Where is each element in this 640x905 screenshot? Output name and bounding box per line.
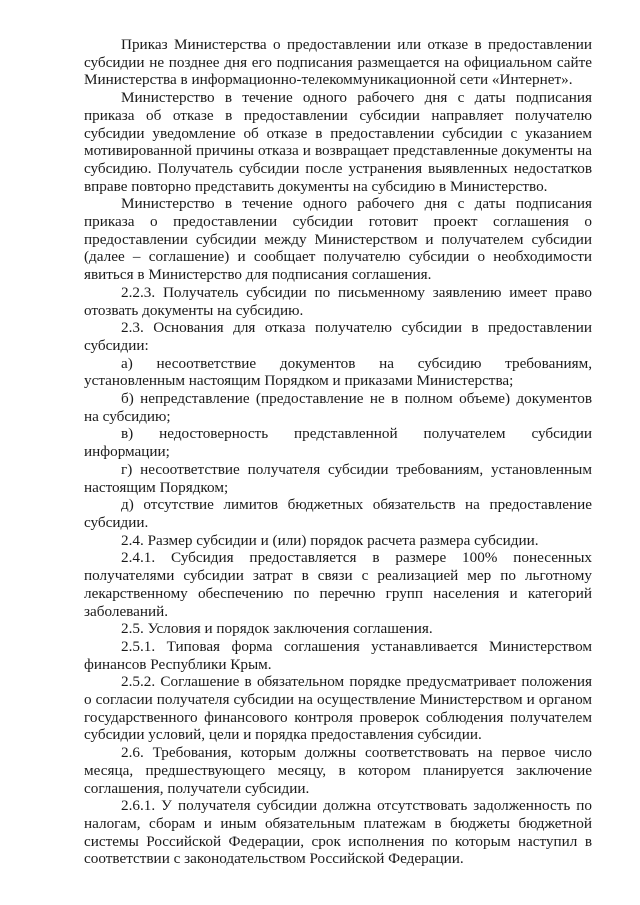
paragraph-2-3: 2.3. Основания для отказа получателю субсидии в предоставлении субсидии: bbox=[84, 319, 592, 354]
paragraph-2-2-3: 2.2.3. Получатель субсидии по письменному заявлению имеет право отозвать документы на субсидию. bbox=[84, 283, 592, 319]
paragraph-2-3-a: а) несоответствие документов на субсидию требованиям, установленным настоящим Порядком и приказами Министерства; bbox=[84, 354, 592, 390]
paragraph-2-5-2: 2.5.2. Соглашение в обязательном порядке предусматривает положения о согласии получателя субсидии на осуществление Министерством и органом государственного финансового контроля проверок соблюдения получателем субсидии условий, цели и порядка предоставления субсидии. bbox=[84, 673, 592, 744]
paragraph-2-3-g: г) несоответствие получателя субсидии требованиям, установленным настоящим Порядком; bbox=[84, 460, 592, 496]
paragraph-2-5: 2.5. Условия и порядок заключения соглашения. bbox=[121, 620, 433, 638]
paragraph-agreement-draft: Министерство в течение одного рабочего дня с даты подписания приказа о предоставлении субсидии готовит проект соглашения о предоставлении субсидии между Министерством и получателем субсидии (далее – соглашение) и сообщает получателю субсидии о необходимости явиться в Министерство для подписания соглашения. bbox=[84, 195, 592, 284]
paragraph-2-4: 2.4. Размер субсидии и (или) порядок расчета размера субсидии. bbox=[121, 531, 539, 549]
paragraph-order-publication: Приказ Министерства о предоставлении или отказе в предоставлении субсидии не позднее дня его подписания размещается на официальном сайте Министерства в информационно-телекоммуникационной сети «Интернет». bbox=[84, 36, 592, 89]
paragraph-2-6: 2.6. Требования, которым должны соответствовать на первое число месяца, предшествующего месяцу, в котором планируется заключение соглашения, получатели субсидии. bbox=[84, 744, 592, 797]
paragraph-2-3-v: в) недостоверность представленной получателем субсидии информации; bbox=[84, 425, 592, 461]
paragraph-refusal-notice: Министерство в течение одного рабочего дня с даты подписания приказа об отказе в предоставлении субсидии направляет получателю субсидии уведомление об отказе в предоставлении субсидии с указанием мотивированной причины отказа и возвращает представленные документы на субсидию. Получатель субсидии после устранения выявленных недостатков вправе повторно представить документы на субсидию в Министерство. bbox=[84, 89, 592, 195]
paragraph-2-3-b: б) непредставление (предоставление не в полном объеме) документов на субсидию; bbox=[84, 390, 592, 425]
paragraph-2-5-1: 2.5.1. Типовая форма соглашения устанавливается Министерством финансов Республики Крым. bbox=[84, 637, 592, 673]
document-page bbox=[84, 36, 592, 868]
paragraph-2-4-1: 2.4.1. Субсидия предоставляется в размере 100% понесенных получателями субсидии затрат в связи с реализацией мер по льготному лекарственному обеспечению по перечню групп населения и категорий заболеваний. bbox=[84, 549, 592, 620]
paragraph-2-6-1: 2.6.1. У получателя субсидии должна отсутствовать задолженность по налогам, сборам и иным обязательным платежам в бюджеты бюджетной системы Российской Федерации, срок исполнения по которым наступил в соответствии с законодательством Российской Федерации. bbox=[84, 797, 592, 868]
paragraph-2-3-d: д) отсутствие лимитов бюджетных обязательств на предоставление субсидии. bbox=[84, 496, 592, 531]
